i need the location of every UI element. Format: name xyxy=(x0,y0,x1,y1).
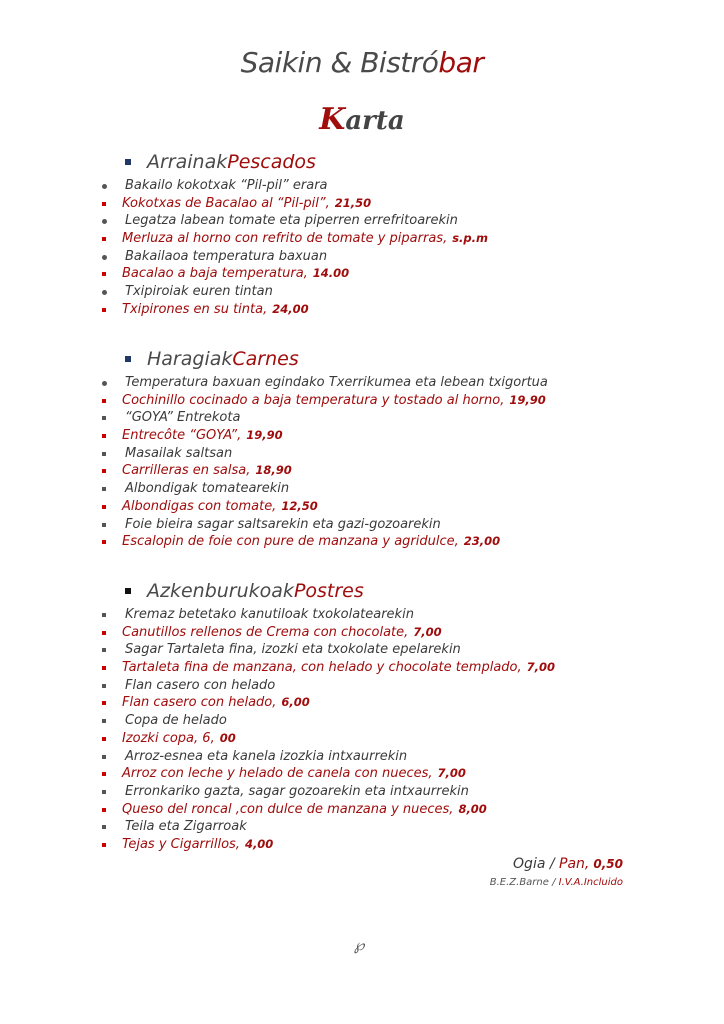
menu-item xyxy=(0,606,724,624)
menu-item-text xyxy=(125,409,240,427)
menu-heading-initial: K xyxy=(319,102,346,137)
menu-item-text xyxy=(122,765,466,783)
bread-label-es: Pan, xyxy=(559,856,590,872)
item-name: Kokotxas de Bacalao al “Pil-pil”, xyxy=(122,195,330,211)
square-bullet-icon xyxy=(102,755,106,759)
logo-monogram: ℘ xyxy=(354,936,365,954)
menu-item-text xyxy=(125,283,273,301)
item-name: Erronkariko gazta, sagar gozoarekin eta intxaurrekin xyxy=(125,783,469,799)
section-heading-label xyxy=(147,580,364,602)
menu-item-text xyxy=(125,641,461,659)
bread-price: 0,50 xyxy=(593,857,623,871)
square-bullet-icon xyxy=(102,452,106,456)
item-name: Masailak saltsan xyxy=(125,445,233,461)
section-name-es: Pescados xyxy=(227,151,316,173)
menu-item xyxy=(0,195,724,213)
menu-item xyxy=(0,409,724,427)
menu-item-text xyxy=(122,836,273,854)
menu-item xyxy=(0,533,724,551)
item-name: Arroz-esnea eta kanela izozkia intxaurrekin xyxy=(125,748,408,764)
menu-item-text xyxy=(122,533,500,551)
menu-item xyxy=(0,624,724,642)
menu-item-text xyxy=(125,516,441,534)
menu-item xyxy=(0,765,724,783)
section-name-eu: Haragiak xyxy=(147,348,233,370)
section-heading-label xyxy=(147,151,316,173)
item-name: Temperatura baxuan egindako Txerrikumea eta lebean txigortua xyxy=(125,375,548,390)
menu-item xyxy=(0,283,724,301)
item-price: 7,00 xyxy=(437,766,466,781)
menu-item xyxy=(0,836,724,854)
item-price: 12,50 xyxy=(281,498,318,513)
item-name: Carrilleras en salsa, xyxy=(122,463,251,479)
menu-item-text xyxy=(125,606,414,624)
menu-item-text xyxy=(125,677,275,695)
item-name: Entrecôte “GOYA”, xyxy=(122,428,242,444)
vat-note xyxy=(490,877,623,888)
square-bullet-icon xyxy=(102,631,106,635)
menu-item-text xyxy=(122,427,283,445)
item-price: 18,90 xyxy=(255,463,292,478)
section-heading xyxy=(0,151,724,177)
item-name: Albondigas con tomate, xyxy=(122,498,277,514)
square-bullet-icon xyxy=(102,523,106,527)
item-name: Txipirones en su tinta, xyxy=(122,301,268,317)
menu-item-text xyxy=(122,265,349,283)
square-bullet-icon xyxy=(102,540,106,544)
dot-bullet-icon xyxy=(102,290,107,295)
menu-item xyxy=(0,480,724,498)
menu-item xyxy=(0,730,724,748)
item-price: 6,00 xyxy=(281,695,310,710)
dot-bullet-icon xyxy=(102,255,107,260)
menu-item xyxy=(0,801,724,819)
section-name-es: Carnes xyxy=(232,348,299,370)
title-main: Saikin & Bistró xyxy=(240,46,439,79)
item-name: Foie bieira sagar saltsarekin eta gazi-gozoarekin xyxy=(125,516,441,532)
menu-item-text xyxy=(125,212,458,230)
item-price: 14.00 xyxy=(312,266,350,281)
square-bullet-icon xyxy=(102,202,106,206)
square-bullet-icon xyxy=(102,790,106,794)
square-bullet-icon xyxy=(125,588,131,594)
dot-bullet-icon xyxy=(102,219,107,224)
section-heading xyxy=(0,580,724,606)
bread-label-eu: Ogia / xyxy=(513,856,560,872)
square-bullet-icon xyxy=(102,272,106,276)
item-name: Kremaz betetako kanutiloak txokolatearekin xyxy=(125,607,414,622)
menu-item xyxy=(0,462,724,480)
square-bullet-icon xyxy=(102,666,106,670)
item-name: “GOYA” Entrekota xyxy=(125,410,241,426)
menu-heading xyxy=(0,102,724,137)
menu-item-text xyxy=(125,712,227,730)
item-name: Canutillos rellenos de Crema con chocolate, xyxy=(122,624,409,640)
item-name: Txipiroiak euren tintan xyxy=(125,284,273,300)
square-bullet-icon xyxy=(102,434,106,438)
menu-item-text xyxy=(122,801,487,819)
menu-item-text xyxy=(125,783,469,801)
item-price: 21,50 xyxy=(334,195,372,210)
item-price: 8,00 xyxy=(458,801,487,816)
item-name: Flan casero con helado, xyxy=(122,695,277,711)
item-name: Legatza labean tomate eta piperren errefritoarekin xyxy=(125,213,458,229)
dot-bullet-icon xyxy=(102,184,107,189)
menu-item xyxy=(0,427,724,445)
item-name: Albondigak tomatearekin xyxy=(125,481,290,497)
square-bullet-icon xyxy=(102,487,106,491)
item-name: Flan casero con helado xyxy=(125,677,276,693)
square-bullet-icon xyxy=(102,719,106,723)
menu-item-text xyxy=(122,462,292,480)
menu-item-text xyxy=(122,195,371,213)
item-name: Bacalao a baja temperatura, xyxy=(122,266,308,282)
item-price: s.p.m xyxy=(452,231,489,246)
item-name: Merluza al horno con refrito de tomate y piparras, xyxy=(122,231,448,247)
menu-item xyxy=(0,818,724,836)
item-price: 23,00 xyxy=(463,534,501,549)
item-price: 4,00 xyxy=(244,836,274,851)
item-price: 19,90 xyxy=(509,392,546,407)
item-name: Sagar Tartaleta fina, izozki eta txokolate epelarekin xyxy=(125,642,461,658)
menu-item xyxy=(0,516,724,534)
title-accent: bar xyxy=(438,46,484,79)
menu-item-text xyxy=(122,392,546,410)
menu-item xyxy=(0,694,724,712)
menu-item-text xyxy=(122,498,318,516)
square-bullet-icon xyxy=(102,613,106,617)
menu-item-text xyxy=(125,748,407,766)
square-bullet-icon xyxy=(102,416,106,420)
square-bullet-icon xyxy=(102,684,106,688)
square-bullet-icon xyxy=(102,701,106,705)
square-bullet-icon xyxy=(102,737,106,741)
item-price: 19,90 xyxy=(246,428,283,443)
menu-section xyxy=(0,348,724,551)
menu-item xyxy=(0,248,724,266)
menu-item-text xyxy=(122,230,488,248)
item-name: Tartaleta fina de manzana, con helado y chocolate templado, xyxy=(122,660,522,676)
item-name: Teila eta Zigarroak xyxy=(125,819,247,835)
menu-item xyxy=(0,712,724,730)
square-bullet-icon xyxy=(102,648,106,652)
menu-item xyxy=(0,748,724,766)
menu-item-text xyxy=(125,177,328,195)
menu-item xyxy=(0,783,724,801)
square-bullet-icon xyxy=(102,825,106,829)
menu-item-text xyxy=(122,730,236,748)
menu-item xyxy=(0,265,724,283)
menu-item xyxy=(0,498,724,516)
menu-item xyxy=(0,212,724,230)
section-heading-label xyxy=(147,348,299,370)
item-name: Arroz con leche y helado de canela con nueces, xyxy=(122,766,433,782)
menu-item xyxy=(0,177,724,195)
item-name: Cochinillo cocinado a baja temperatura y tostado al horno, xyxy=(122,392,505,408)
menu-item xyxy=(0,677,724,695)
menu-section xyxy=(0,151,724,319)
dot-bullet-icon xyxy=(102,381,107,386)
section-heading xyxy=(0,348,724,374)
menu-item-text xyxy=(125,248,327,266)
item-name: Escalopin de foie con pure de manzana y agridulce, xyxy=(122,534,459,550)
square-bullet-icon xyxy=(102,772,106,776)
item-name: Bakailo kokotxak “Pil-pil” erara xyxy=(125,178,328,193)
item-name: Copa de helado xyxy=(125,713,227,729)
menu-item-text xyxy=(125,374,548,392)
item-price: 00 xyxy=(219,730,236,745)
section-name-eu: Arrainak xyxy=(147,151,228,173)
item-name: Izozki copa, 6, xyxy=(122,730,215,746)
square-bullet-icon xyxy=(102,399,106,403)
menu-item xyxy=(0,659,724,677)
square-bullet-icon xyxy=(102,843,106,847)
item-price: 24,00 xyxy=(272,301,309,316)
restaurant-title xyxy=(0,46,724,79)
menu-item-text xyxy=(122,694,310,712)
menu-item xyxy=(0,374,724,392)
item-price: 7,00 xyxy=(413,624,442,639)
item-price: 7,00 xyxy=(526,660,556,675)
menu-item xyxy=(0,301,724,319)
square-bullet-icon xyxy=(102,808,106,812)
menu-item xyxy=(0,641,724,659)
menu-item-text xyxy=(122,659,555,677)
menu-item-text xyxy=(125,480,289,498)
vat-note-es: I.V.A.Incluido xyxy=(558,877,623,888)
menu-item xyxy=(0,230,724,248)
menu-item xyxy=(0,392,724,410)
vat-note-eu: B.E.Z.Barne / xyxy=(489,877,559,888)
item-name: Queso del roncal ,con dulce de manzana y nueces, xyxy=(122,801,454,817)
menu-heading-rest: arta xyxy=(345,106,405,136)
menu-item-text xyxy=(122,301,309,319)
menu-section xyxy=(0,580,724,854)
section-name-eu: Azkenburukoak xyxy=(147,580,294,602)
menu-item xyxy=(0,445,724,463)
bread-price-line xyxy=(513,856,623,872)
square-bullet-icon xyxy=(125,356,131,362)
square-bullet-icon xyxy=(102,237,106,241)
section-name-es: Postres xyxy=(293,580,364,602)
menu-item-text xyxy=(125,445,232,463)
square-bullet-icon xyxy=(102,308,106,312)
item-name: Bakailaoa temperatura baxuan xyxy=(125,248,328,264)
square-bullet-icon xyxy=(125,159,131,165)
square-bullet-icon xyxy=(102,469,106,473)
menu-item-text xyxy=(122,624,442,642)
square-bullet-icon xyxy=(102,505,106,509)
item-name: Tejas y Cigarrillos, xyxy=(122,836,240,852)
menu-item-text xyxy=(125,818,247,836)
